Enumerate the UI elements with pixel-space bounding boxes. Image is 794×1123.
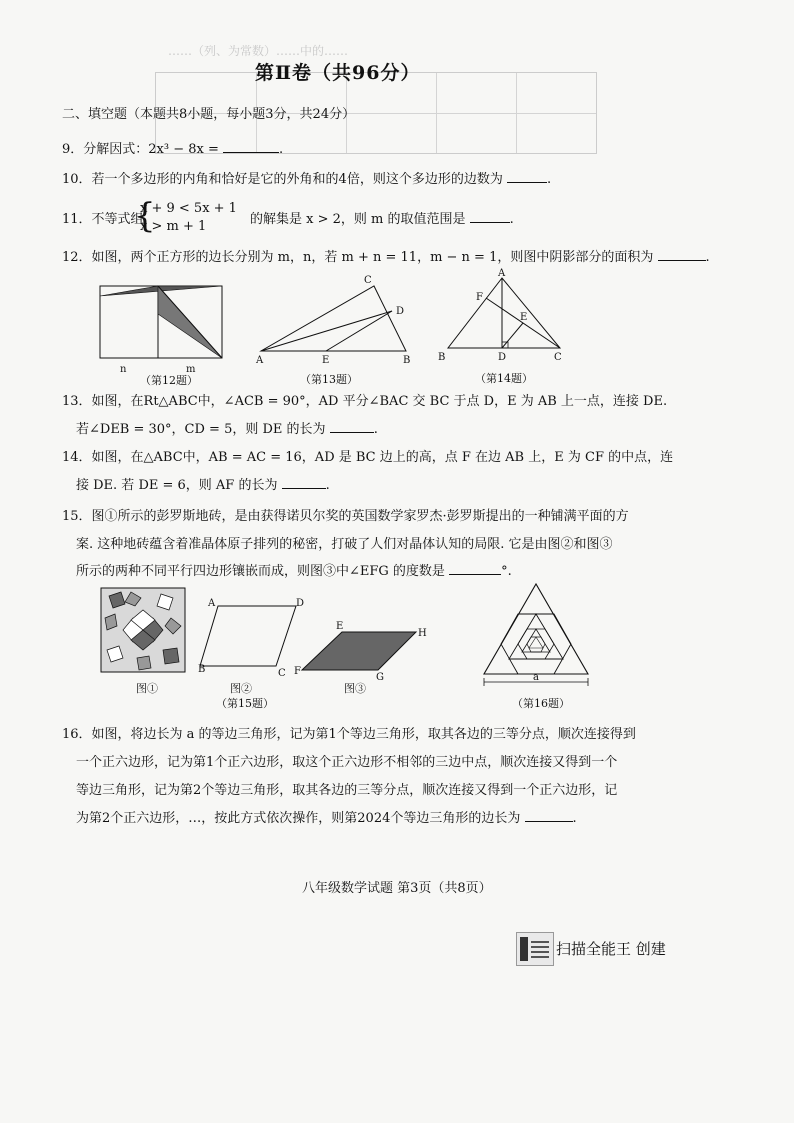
question-14: 接 DE. 若 DE = 6，则 AF 的长为 .	[76, 478, 330, 493]
question-14-text: 接 DE. 若 DE = 6，则 AF 的长为	[76, 478, 278, 493]
fig14-label-B: B	[438, 352, 446, 363]
caption-14: （第14题）	[475, 372, 533, 385]
question-15: 所示的两种不同平行四边形镶嵌而成，则图③中∠EFG 的度数是 °.	[76, 564, 512, 579]
figure-15-3	[294, 620, 428, 683]
answer-blank-13[interactable]	[330, 420, 374, 433]
page-footer: 八年级数学试题 第3页（共8页）	[302, 881, 492, 896]
fig15-label-A: A	[208, 598, 216, 609]
caption-13: （第13题）	[300, 373, 358, 386]
fig14-label-E: E	[520, 312, 528, 323]
question-10: 10．若一个多边形的内角和恰好是它的外角和的4倍，则这个多边形的边数为 .	[62, 172, 552, 187]
fig12-label-n: n	[120, 364, 127, 375]
figure-15-2	[196, 598, 306, 678]
answer-blank-10[interactable]	[507, 170, 547, 183]
brace-icon: {	[134, 196, 156, 236]
camscanner-logo-icon	[516, 932, 554, 966]
fig15-label-G: G	[376, 672, 384, 683]
fig15-label-H: H	[418, 628, 427, 639]
figure-13	[256, 276, 426, 366]
caption-fig1: 图①	[136, 682, 158, 695]
part-heading: 二、填空题（本题共8小题，每小题3分，共24分）	[62, 107, 356, 122]
question-13-line-1: 13．如图，在Rt△ABC中，∠ACB = 90°，AD 平分∠BAC 交 BC 于点 D，E 为 AB 上一点，连接 DE.	[62, 394, 668, 409]
figure-16	[482, 582, 592, 692]
question-13: 若∠DEB = 30°，CD = 5，则 DE 的长为 .	[76, 422, 378, 437]
figure-14	[438, 268, 578, 367]
question-16: 为第2个正六边形，…，按此方式依次操作，则第2024个等边三角形的边长为 .	[76, 811, 577, 826]
question-15-line-2: 案. 这种地砖蕴含着准晶体原子排列的秘密，打破了人们对晶体认知的局限. 它是由图②和图③	[76, 537, 613, 552]
caption-16: （第16题）	[512, 697, 570, 710]
fig13-label-E: E	[322, 355, 330, 366]
question-9-text: 9．分解因式：2x³ − 8x =	[62, 142, 219, 157]
fig15-label-F: F	[294, 666, 301, 677]
fig15-label-E: E	[336, 621, 344, 632]
question-16-line-2: 一个正六边形，记为第1个正六边形，取这个正六边形不相邻的三边中点，顺次连接又得到一个	[76, 755, 618, 770]
fig12-label-m: m	[186, 364, 196, 375]
fig15-label-C: C	[278, 668, 286, 679]
answer-blank-9[interactable]	[223, 140, 279, 153]
fig15-label-B: B	[198, 664, 206, 675]
figure-15-1	[101, 588, 185, 672]
question-13-text: 若∠DEB = 30°，CD = 5，则 DE 的长为	[76, 422, 326, 437]
fig13-label-B: B	[403, 355, 411, 366]
section-title: 第Ⅱ卷（共96分）	[255, 62, 421, 84]
fig13-label-C: C	[364, 275, 372, 286]
fig13-label-A: A	[256, 355, 264, 366]
question-9: 9．分解因式：2x³ − 8x = .	[62, 142, 284, 157]
fig14-label-C: C	[554, 352, 562, 363]
question-12-text: 12．如图，两个正方形的边长分别为 m，n，若 m + n = 11，m − n = 1，则图中阴影部分的面积为	[62, 250, 654, 265]
fig14-label-A: A	[498, 268, 506, 279]
question-11: 的解集是 x > 2，则 m 的取值范围是 .	[250, 212, 514, 227]
answer-blank-11[interactable]	[470, 210, 510, 223]
answer-blank-15[interactable]	[449, 562, 501, 575]
fig16-label-a: a	[533, 672, 539, 683]
answer-blank-12[interactable]	[658, 248, 706, 261]
question-16-line-1: 16．如图，将边长为 a 的等边三角形，记为第1个等边三角形，取其各边的三等分点，顺次连接得到	[62, 727, 636, 742]
scanner-watermark: 扫描全能王 创建	[556, 940, 666, 958]
inequality-line-2: x > m + 1	[140, 219, 207, 234]
question-16-text: 为第2个正六边形，…，按此方式依次操作，则第2024个等边三角形的边长为	[76, 811, 521, 826]
question-10-text: 10．若一个多边形的内角和恰好是它的外角和的4倍，则这个多边形的边数为	[62, 172, 503, 187]
question-12: 12．如图，两个正方形的边长分别为 m，n，若 m + n = 11，m − n = 1，则图中阴影部分的面积为 .	[62, 250, 710, 265]
fig15-label-D: D	[296, 598, 305, 609]
question-15-text: 所示的两种不同平行四边形镶嵌而成，则图③中∠EFG 的度数是	[76, 564, 445, 579]
figure-12	[98, 284, 228, 375]
caption-15: （第15题）	[216, 697, 274, 710]
bleed-text: ……（列、为常数）……中的……	[168, 44, 349, 58]
fig14-label-F: F	[476, 292, 483, 303]
caption-fig3: 图③	[344, 682, 366, 695]
answer-blank-14[interactable]	[282, 476, 326, 489]
caption-fig2: 图②	[230, 682, 252, 695]
fig14-label-D: D	[498, 352, 507, 363]
question-11-text: 的解集是 x > 2，则 m 的取值范围是	[250, 212, 466, 227]
inequality-system	[140, 200, 237, 236]
caption-12: （第12题）	[140, 374, 198, 387]
fig13-label-D: D	[396, 306, 405, 317]
question-11-lead: 11．不等式组	[62, 212, 144, 227]
question-14-line-1: 14．如图，在△ABC中，AB = AC = 16，AD 是 BC 边上的高，点 F 在边 AB 上，E 为 CF 的中点，连	[62, 450, 674, 465]
inequality-line-1: x + 9 < 5x + 1	[140, 201, 237, 216]
answer-blank-16[interactable]	[525, 809, 573, 822]
question-15-line-1: 15．图①所示的彭罗斯地砖，是由获得诺贝尔奖的英国数学家罗杰·彭罗斯提出的一种铺满平面的方	[62, 509, 629, 524]
question-16-line-3: 等边三角形，记为第2个等边三角形，取其各边的三等分点，顺次连接又得到一个正六边形，记	[76, 783, 618, 798]
